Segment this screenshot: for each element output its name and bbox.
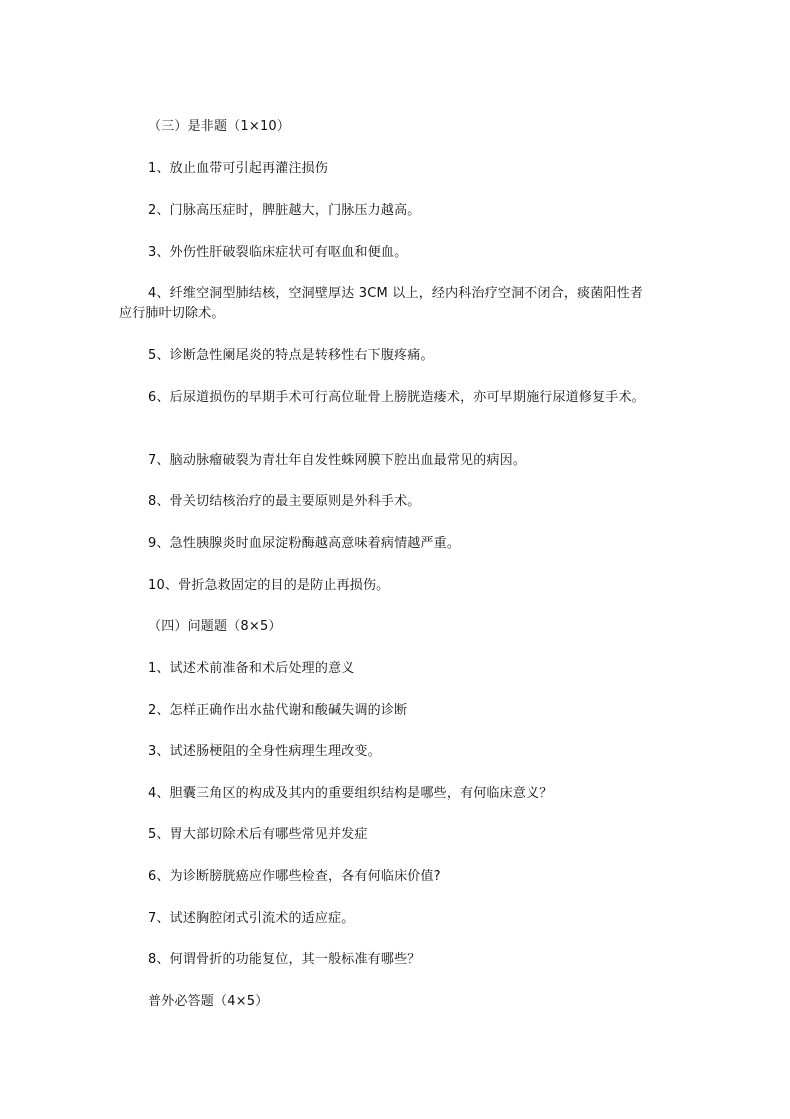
question-item-7: 7、试述胸腔闭式引流术的适应症。 <box>148 911 355 926</box>
true-false-item-8: 8、骨关切结核治疗的最主要原则是外科手术。 <box>148 494 421 509</box>
true-false-item-1: 1、放止血带可引起再灌注损伤 <box>148 161 329 176</box>
question-item-3: 3、试述肠梗阻的全身性病理生理改变。 <box>148 744 381 759</box>
true-false-item-2: 2、门脉高压症时，脾脏越大，门脉压力越高。 <box>148 203 421 218</box>
true-false-item-6: 6、后尿道损伤的早期手术可行高位耻骨上膀胱造瘘术，亦可早期施行尿道修复手术。 <box>148 390 645 405</box>
true-false-item-3: 3、外伤性肝破裂临床症状可有呕血和便血。 <box>148 245 408 260</box>
question-item-5: 5、胃大部切除术后有哪些常见并发症 <box>148 827 368 842</box>
true-false-item-4-continued: 应行肺叶切除术。 <box>119 306 225 321</box>
true-false-item-4: 4、纤维空洞型肺结核，空洞壁厚达 3CM 以上，经内科治疗空洞不闭合，痰菌阳性者 <box>148 286 644 301</box>
true-false-item-10: 10、骨折急救固定的目的是防止再损伤。 <box>148 578 390 593</box>
section-heading-questions: （四）问题题（8×5） <box>148 619 282 634</box>
section-heading-general-surgery: 普外必答题（4×5） <box>148 994 269 1009</box>
question-item-6: 6、为诊断膀胱癌应作哪些检查，各有何临床价值? <box>148 869 441 884</box>
question-item-4: 4、胆囊三角区的构成及其内的重要组织结构是哪些，有何临床意义？ <box>148 786 553 801</box>
question-item-2: 2、怎样正确作出水盐代谢和酸碱失调的诊断 <box>148 703 408 718</box>
section-heading-true-false: （三）是非题（1×10） <box>148 119 291 134</box>
true-false-item-9: 9、急性胰腺炎时血尿淀粉酶越高意味着病情越严重。 <box>148 536 461 551</box>
true-false-item-5: 5、诊断急性阑尾炎的特点是转移性右下腹疼痛。 <box>148 348 434 363</box>
true-false-item-7: 7、脑动脉瘤破裂为青壮年自发性蛛网膜下腔出血最常见的病因。 <box>148 453 527 468</box>
question-item-1: 1、试述术前准备和术后处理的意义 <box>148 661 355 676</box>
question-item-8: 8、何谓骨折的功能复位，其一般标准有哪些？ <box>148 952 421 967</box>
